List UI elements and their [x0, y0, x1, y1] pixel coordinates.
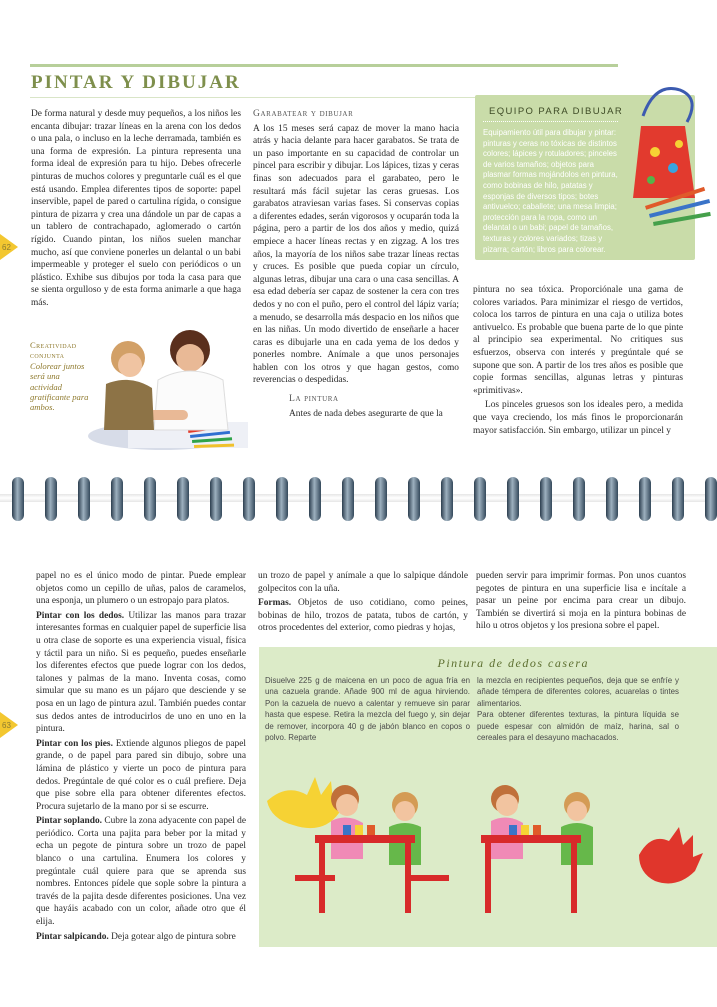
- children-at-red-table-right: [481, 785, 593, 913]
- bottom-intro-text: papel no es el único modo de pintar. Puede emplear objetos como un cepillo de uñas, palos de caramelos, una esponja, un plumero o un estropajo para platos.: [36, 571, 246, 607]
- equipment-box-title: EQUIPO PARA DIBUJAR: [489, 106, 624, 117]
- salpicando-continued: un trozo de papel y anímale a que lo salpique dándole golpecitos con la uña.: [258, 571, 468, 594]
- spiral-coil: [177, 477, 189, 521]
- photo-mother-child-drawing: [88, 318, 248, 458]
- red-handprint-icon: [639, 827, 703, 883]
- heading-soplando: Pintar soplando.: [36, 816, 102, 827]
- spiral-coil: [672, 477, 684, 521]
- page-62: [0, 0, 717, 470]
- spiral-coil: [243, 477, 255, 521]
- formas-continued: pueden servir para imprimir formas. Pon unos cuantos pegotes de pintura en una superficie lisa e incítale a pasar un peine por encima para crear un dibujo. También se divertirá si moja en la pintura bobinas de hilo u otros objetos y los presiona sobre el papel.: [476, 571, 686, 632]
- recipe-title: Pintura de dedos casera: [437, 656, 589, 670]
- equipment-box-divider: [483, 121, 618, 122]
- spiral-coil: [111, 477, 123, 521]
- spiral-coil: [276, 477, 288, 521]
- bottom-column-3: [476, 570, 686, 635]
- title-underline: [30, 97, 480, 98]
- intro-column: [31, 108, 241, 312]
- dedos-text: Utilizar las manos para trazar interesantes formas en cualquier papel de superficie lisa u otra clase de soporte es una experiencia visual, física y táctil para un niño. Si es pequeño, puedes enseñarle los diferentes efectos que puede lograr con los dedos, talones y palmas de la mano. Inventa cosas, como simular que su mano es un pájaro que desciende y se posa en un lago de pintura azul. También puedes contar sus dedos antes de introducirlos de uno en uno en la pintura.: [36, 610, 246, 735]
- recipe-text-1: Disuelve 225 g de maicena en un poco de agua fría en una cazuela grande. Añade 900 ml de agua hirviendo. Pon la cazuela de nuevo a calentar y remueve sin parar hasta que espese. Retira la mezcla del fuego y, sin dejar de remover, incorpora 40 g de jabón blanco en copos o polvo. Reparte: [265, 676, 470, 743]
- heading-dedos: Pintar con los dedos.: [36, 610, 125, 621]
- spiral-coil: [309, 477, 321, 521]
- recipe-text-2a: la mezcla en recipientes pequeños, deja que se enfríe y añade témpera de diferentes colores, acuarelas o tintes alimentarios.: [477, 676, 679, 708]
- pintura-text-start: Antes de nada debes asegurarte de que la: [289, 408, 443, 419]
- page-title: PINTAR Y DIBUJAR: [31, 72, 241, 93]
- top-rule: [30, 64, 618, 67]
- pies-text: Extiende algunos pliegos de papel grande, o de papel para pared sin dibujo, sobre una lámina de plástico y vierte un poco de pintura para dedos. Pregúntale de qué color es o cuál prefiere. Deja que pise sobre ella para obtener diferentes efectos. Procura sujetarlo de la mano por si se escurre.: [36, 738, 247, 812]
- spiral-coil: [606, 477, 618, 521]
- page-number-63: 63: [0, 712, 26, 738]
- page-number-62: 62: [0, 234, 26, 260]
- section-heading-pintura: La pintura: [289, 393, 339, 405]
- spiral-coil: [210, 477, 222, 521]
- salpicando-text: Deja gotear algo de pintura sobre: [111, 931, 236, 942]
- photo-caption: [30, 340, 90, 413]
- spiral-coil: [342, 477, 354, 521]
- caption-title: Creatividad conjunta: [30, 340, 77, 361]
- spiral-coil: [705, 477, 717, 521]
- bottom-column-1: [36, 570, 246, 945]
- equipment-box-text: Equipamiento útil para dibujar y pintar: pinturas y ceras no tóxicas de distintos colores; lápices y rotuladores; pinceles de varios tamaños; objetos para plasmar formas mojándolos en pintura, como bobinas de hilo, patatas y esponjas de diversos tipos; botes antivuelco; caballete; una mesa limpia; protección para la ropa, como un delantal o un babi; papel de tamaños, texturas y colores variados; tizas y pizarra; cartón; libros para colorear.: [483, 128, 618, 254]
- recipe-box: [259, 647, 717, 947]
- column-pintura: [473, 284, 683, 439]
- spiral-coil: [639, 477, 651, 521]
- spiral-coil: [540, 477, 552, 521]
- spiral-coil: [144, 477, 156, 521]
- caption-text: Colorear juntos será una actividad gratificante para ambos.: [30, 360, 89, 413]
- spiral-coil: [507, 477, 519, 521]
- spiral-coil: [573, 477, 585, 521]
- recipe-text-2b: Para obtener diferentes texturas, la pintura líquida se puede espesar con almidón de maíz, harina, sal o cereales para el desayuno machacados.: [477, 710, 679, 743]
- spiral-coil: [375, 477, 387, 521]
- apron-illustration: [625, 86, 713, 236]
- heading-formas: Formas.: [258, 598, 292, 609]
- spiral-coil: [12, 477, 24, 521]
- column-garabatear: [253, 108, 459, 422]
- soplando-text: Cubre la zona adyacente con papel de periódico. Corta una pajita para beber por la mitad y echa un pegote de pintura sobre un trozo de papel blanco o una cartulina. Enumera los colores y pregúntale cuál quiere para que se aprenda sus nombres. Entonces pídele que sople sobre la pintura a través de la pajita desde diferentes posiciones. Una vez que hayáis acabado con un color, añade otro que él elija.: [36, 816, 246, 928]
- spiral-coil: [474, 477, 486, 521]
- spiral-coil: [408, 477, 420, 521]
- formas-text: Objetos de uso cotidiano, como peines, bobinas de hilo, trozos de patata, tubos de cartón, y otros procedentes del exterior, como piedras y hojas,: [258, 598, 468, 634]
- photo-children-finger-painting: [259, 765, 717, 947]
- spiral-coil: [441, 477, 453, 521]
- pintura-text-2: Los pinceles gruesos son los ideales pero, a medida que vaya creciendo, los más finos le proporcionarán mayor satisfacción. Sin embargo, utilizar un pincel y: [473, 400, 683, 436]
- spiral-binding: [0, 470, 717, 528]
- recipe-text-2: [477, 675, 679, 743]
- section-heading-garabatear: Garabatear y dibujar: [253, 108, 354, 119]
- heading-salpicando: Pintar salpicando.: [36, 931, 109, 942]
- heading-pies: Pintar con los pies.: [36, 738, 113, 749]
- bottom-column-2: [258, 570, 468, 637]
- spiral-coil: [78, 477, 90, 521]
- garabatear-text: A los 15 meses será capaz de mover la mano hacia atrás y hacia delante para hacer garabatos. Se trata de un paso importante en su capacidad de controlar un pincel para escribir y dibujar. Los lápices, tizas y ceras finas son adecuados para el garabateo, pero le resultará más fácil sujetar las ceras gruesas. Los garabatos atraviesan varias fases. Si conservas copias a diferentes edades, serán vigorosos y ocuparán toda la página, pero a partir de los dos años y medio, quizá empiece a hacer líneas rectas y en zigzag. A los tres años, la mayoría de los niños sabe trazar líneas rectas y cruces. Es posible que pueda copiar un círculo, algunas letras, dibujar una cara o una casa sencillas. A esa edad debería ser capaz de sostener la cera con tres dedos y no con el puño, pero el control del lápiz varía; a menudo, se desarrolla más despacio en los niños que en las niñas. Un modo divertido de enseñarle a hacer caras es dibujarle una en cada yema de los dedos y ponerles nombre. Anímale a que unos personajes hablen con los otros y que hagan gestos, como reverencias o despedidas.: [253, 123, 459, 386]
- pintura-text: pintura no sea tóxica. Proporciónale una gama de colores variados. Para minimizar el riesgo de vertidos, coloca los tarros de pintura en una caja o utiliza botes antivuelco. Es probable que buena parte de lo que pinte al principio sea experimental. No critiques sus esfuerzos, observa con interés y pregúntale qué se supone que son. A partir de los tres años es posible que copie formas sencillas, algunas letras y pinturas «primitivas».: [473, 285, 683, 396]
- spiral-coil: [45, 477, 57, 521]
- intro-text: De forma natural y desde muy pequeños, a los niños les encanta dibujar: trazar líneas en la arena con los dedos o una pala, o incluso en la leche derramada, también es una forma de expresión. La pintura representa una forma ideal de expresión para tu hijo. Debes ofrecerle pinturas de muchos colores y preguntarle cuál es el que está usando. Emplea diferentes tipos de soporte: papel inservible, papel de pared o cartulina rígida, o consigue pintura de pizarra y crea una dándole un par de capas a un tablero de contrachapado, aglomerado o cartón rígido. Cuando pintan, los niños suelen manchar mucho, así que conviene ponerles un delantal o un babi impermeable y proteger el suelo con periódicos o un plástico. Exhibe sus dibujos por toda la casa para que se sienta orgulloso y de esta forma animarle a que haga más.: [31, 109, 241, 308]
